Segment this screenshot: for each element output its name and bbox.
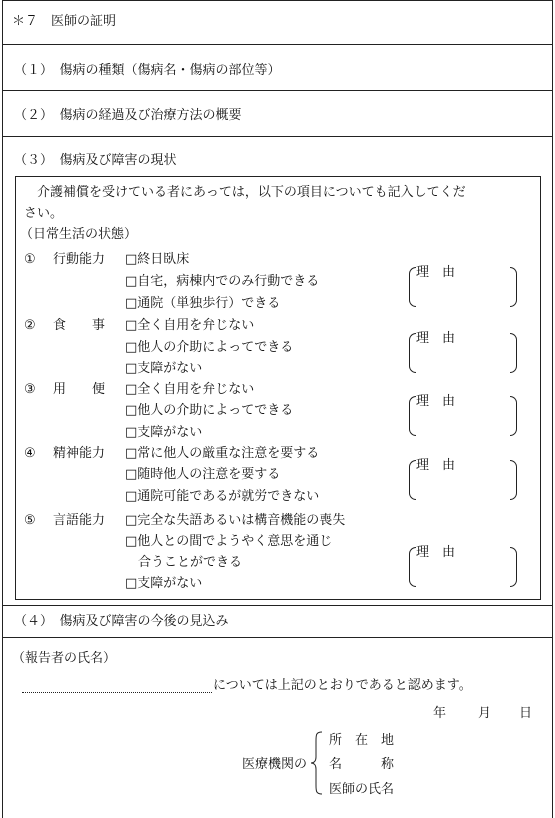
item-number: ④: [24, 446, 36, 461]
form-title: ＊７ 医師の証明: [12, 14, 117, 29]
item-number: ①: [24, 252, 36, 267]
option-checkbox[interactable]: □通院可能であるが就労できない: [125, 489, 320, 504]
section-injury-type: （１） 傷病の種類（傷病名・傷病の部位等）: [14, 63, 281, 78]
reason-paren-right: [510, 267, 517, 307]
reason-paren-left: [409, 460, 416, 500]
reason-label: 理 由: [416, 545, 456, 560]
institution-name-label: 名 称: [329, 757, 395, 772]
item-label-mental: 精神能力: [53, 446, 106, 461]
section-current-state: （３） 傷病及び障害の現状: [14, 153, 177, 168]
option-checkbox[interactable]: □自宅，病棟内でのみ行動できる: [125, 274, 320, 289]
option-checkbox[interactable]: □終日臥床: [125, 252, 190, 267]
reason-label: 理 由: [416, 458, 456, 473]
institution-address-label: 所 在 地: [329, 733, 395, 748]
divider: [2, 44, 553, 45]
divider: [2, 605, 553, 606]
option-checkbox[interactable]: □全く自用を弁じない: [125, 382, 255, 397]
item-number: ②: [24, 318, 36, 333]
item-number: ③: [24, 382, 36, 397]
option-checkbox[interactable]: □常に他人の厳重な注意を要する: [125, 446, 320, 461]
divider: [2, 136, 553, 137]
reporter-name-label: （報告者の氏名）: [12, 651, 117, 666]
item-label-toileting: 用 便: [53, 382, 106, 397]
item-label-speech: 言語能力: [53, 513, 106, 528]
divider: [2, 637, 553, 638]
item-label-eating: 食 事: [53, 318, 106, 333]
date-year: 年: [433, 706, 447, 721]
certification-statement: については上記のとおりであると認めます。: [213, 678, 472, 693]
option-checkbox[interactable]: □他人の介助によってできる: [125, 340, 294, 355]
item-number: ⑤: [24, 513, 36, 528]
reason-paren-right: [510, 396, 517, 436]
section-treatment: （２） 傷病の経過及び治療方法の概要: [14, 108, 242, 123]
reason-paren-left: [409, 396, 416, 436]
option-continuation: 合うことができる: [125, 555, 243, 570]
option-checkbox[interactable]: □支障がない: [125, 576, 203, 591]
section-prognosis: （４） 傷病及び障害の今後の見込み: [14, 614, 229, 629]
reason-paren-left: [409, 547, 416, 587]
option-checkbox[interactable]: □支障がない: [125, 425, 203, 440]
option-checkbox[interactable]: □完全な失語あるいは構音機能の喪失: [125, 513, 346, 528]
reason-label: 理 由: [416, 331, 456, 346]
option-checkbox[interactable]: □随時他人の注意を要する: [125, 467, 281, 482]
daily-life-heading: （日常生活の状態）: [20, 227, 138, 242]
option-checkbox[interactable]: □通院（単独歩行）できる: [125, 296, 281, 311]
reporter-name-line[interactable]: [22, 692, 212, 693]
date-month: 月: [478, 706, 492, 721]
reason-label: 理 由: [416, 265, 456, 280]
doctor-name-label: 医師の氏名: [329, 782, 395, 797]
option-checkbox[interactable]: □支障がない: [125, 361, 203, 376]
reason-paren-right: [510, 460, 517, 500]
institution-label: 医療機関の: [242, 757, 308, 772]
item-label-mobility: 行動能力: [53, 252, 106, 267]
reason-label: 理 由: [416, 394, 456, 409]
care-note-line1: 介護補償を受けている者にあっては，以下の項目についても記入してくだ: [37, 185, 466, 200]
option-checkbox[interactable]: □他人の介助によってできる: [125, 403, 294, 418]
care-note-line2: さい。: [24, 206, 64, 221]
option-checkbox[interactable]: □他人との間でようやく意思を通じ: [125, 534, 333, 549]
date-day: 日: [519, 706, 533, 721]
reason-paren-left: [409, 267, 416, 307]
option-checkbox[interactable]: □全く自用を弁じない: [125, 318, 255, 333]
reason-paren-left: [409, 333, 416, 373]
reason-paren-right: [510, 547, 517, 587]
reason-paren-right: [510, 333, 517, 373]
divider: [2, 90, 553, 91]
brace-icon: [310, 731, 324, 795]
